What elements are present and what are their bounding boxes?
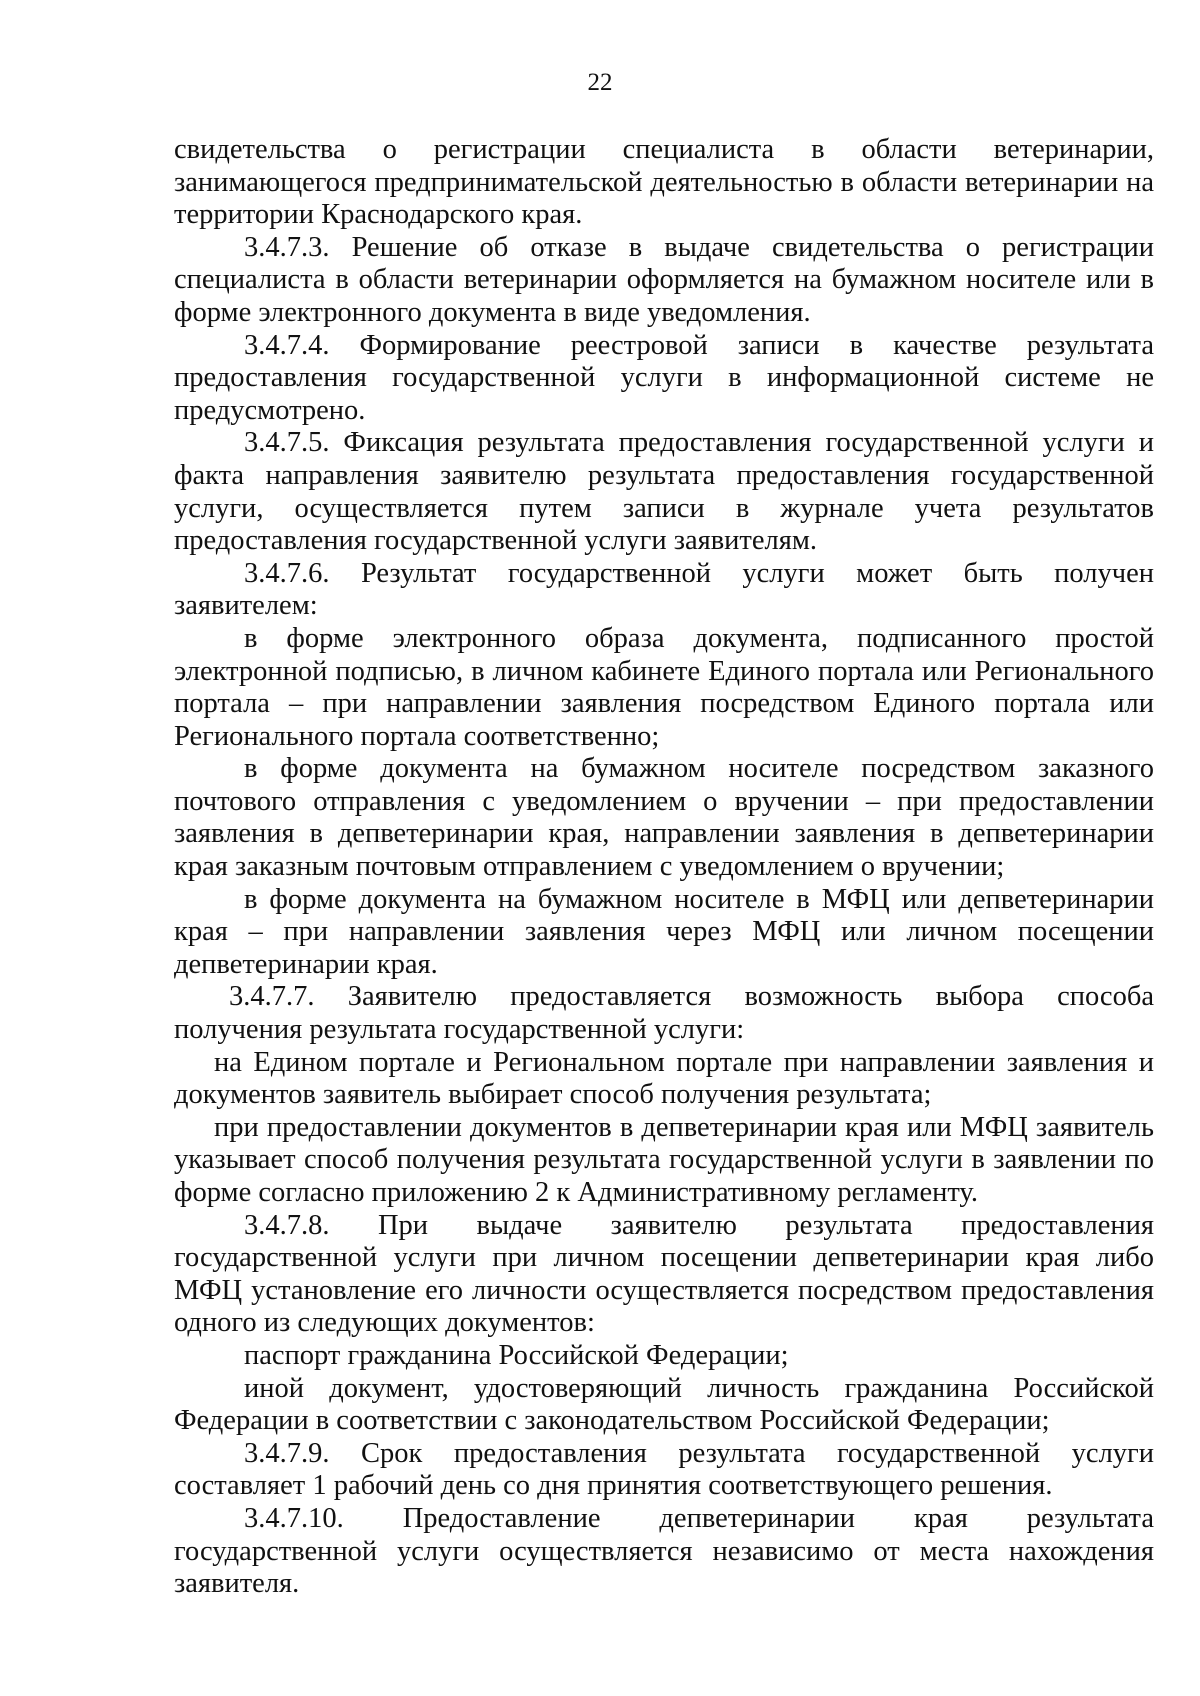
paragraph: свидетельства о регистрации специалиста в области ветеринарии, занимающегося предпринимательской деятельностью в области ветеринарии на территории Краснодарского края. [174, 134, 1154, 231]
paragraph: в форме документа на бумажном носителе в МФЦ или депветеринарии края – при направлении заявления через МФЦ или личном посещении депветеринарии края. [174, 883, 1154, 980]
paragraph: 3.4.7.4. Формирование реестровой записи в качестве результата предоставления государственной услуги в информационной системе не предусмотрено. [174, 329, 1154, 426]
paragraph: в форме документа на бумажном носителе посредством заказного почтового отправления с уведомлением о вручении – при предоставлении заявления в депветеринарии края, направлении заявления в депветеринарии края заказным почтовым отправлением с уведомлением о вручении; [174, 753, 1154, 883]
paragraph: в форме электронного образа документа, подписанного простой электронной подписью, в личном кабинете Единого портала или Регионального портала – при направлении заявления посредством Единого портала или Регионального портала соответственно; [174, 622, 1154, 752]
paragraph: 3.4.7.10. Предоставление депветеринарии края результата государственной услуги осуществляется независимо от места нахождения заявителя. [174, 1502, 1154, 1600]
paragraph: 3.4.7.3. Решение об отказе в выдаче свидетельства о регистрации специалиста в области ветеринарии оформляется на бумажном носителе или в форме электронного документа в виде уведомления. [174, 231, 1154, 328]
document-body [174, 134, 1154, 1601]
paragraph: 3.4.7.9. Срок предоставления результата государственной услуги составляет 1 рабочий день со дня принятия соответствующего решения. [174, 1437, 1154, 1502]
page-number: 22 [587, 69, 613, 96]
paragraph: 3.4.7.6. Результат государственной услуги может быть получен заявителем: [174, 557, 1154, 622]
paragraph: 3.4.7.8. При выдаче заявителю результата предоставления государственной услуги при личном посещении депветеринарии края либо МФЦ установление его личности осуществляется посредством предоставления одного из следующих документов: [174, 1209, 1154, 1339]
paragraph: паспорт гражданина Российской Федерации; [244, 1339, 789, 1371]
paragraph: иной документ, удостоверяющий личность гражданина Российской Федерации в соответствии с законодательством Российской Федерации; [174, 1372, 1154, 1437]
paragraph: на Едином портале и Региональном портале при направлении заявления и документов заявитель выбирает способ получения результата; [174, 1046, 1154, 1111]
paragraph: при предоставлении документов в депветеринарии края или МФЦ заявитель указывает способ получения результата государственной услуги в заявлении по форме согласно приложению 2 к Административному регламенту. [174, 1111, 1154, 1208]
paragraph: 3.4.7.5. Фиксация результата предоставления государственной услуги и факта направления заявителю результата предоставления государственной услуги, осуществляется путем записи в журнале учета результатов предоставления государственной услуги заявителям. [174, 427, 1154, 557]
paragraph: 3.4.7.7. Заявителю предоставляется возможность выбора способа получения результата государственной услуги: [174, 981, 1154, 1046]
